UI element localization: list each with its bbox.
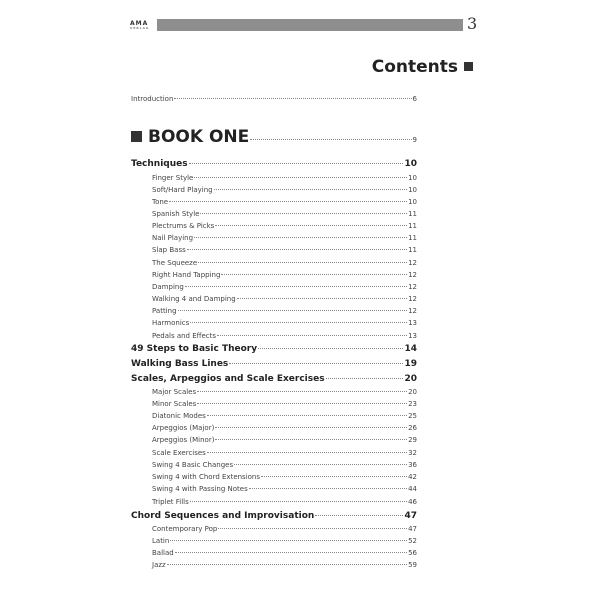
toc-entry[interactable] xyxy=(131,359,417,369)
dot-leader xyxy=(169,201,407,202)
dot-leader xyxy=(200,213,407,214)
dot-leader xyxy=(215,439,407,440)
toc-entry[interactable] xyxy=(152,332,417,340)
toc-entry[interactable] xyxy=(152,307,417,315)
dot-leader xyxy=(190,322,407,323)
entry-page: 12 xyxy=(408,259,417,267)
toc-entry[interactable] xyxy=(131,159,417,169)
entry-page: 11 xyxy=(408,222,417,230)
dot-leader xyxy=(194,237,407,238)
entry-page: 6 xyxy=(412,95,417,103)
toc-entry[interactable] xyxy=(152,283,417,291)
dot-leader xyxy=(214,189,408,190)
toc-entry[interactable] xyxy=(152,436,417,444)
entry-label: Arpeggios (Minor) xyxy=(152,436,215,444)
entry-label: Ballad xyxy=(152,549,174,557)
entry-label: Scales, Arpeggios and Scale Exercises xyxy=(131,374,325,384)
entry-label: Slap Bass xyxy=(152,246,186,254)
logo-subtext: VERLAG xyxy=(130,26,150,30)
entry-page: 11 xyxy=(408,210,417,218)
square-bullet-icon xyxy=(464,62,473,71)
entry-label: Walking Bass Lines xyxy=(131,359,229,369)
dot-leader xyxy=(189,163,404,164)
entry-label: Nail Playing xyxy=(152,234,194,242)
dot-leader xyxy=(215,225,407,226)
entry-page: 20 xyxy=(404,374,417,384)
entry-label: Jazz xyxy=(152,561,166,569)
toc-entry[interactable] xyxy=(152,388,417,396)
entry-label: Techniques xyxy=(131,159,188,169)
toc-entry[interactable] xyxy=(152,412,417,420)
entry-label: Swing 4 with Chord Extensions xyxy=(152,473,261,481)
toc-entry[interactable] xyxy=(152,174,417,182)
entry-page: 12 xyxy=(408,283,417,291)
entry-page: 10 xyxy=(408,198,417,206)
toc-entry[interactable] xyxy=(152,400,417,408)
entry-label: Finger Style xyxy=(152,174,194,182)
entry-page: 10 xyxy=(404,159,417,169)
dot-leader xyxy=(190,501,407,502)
dot-leader xyxy=(221,274,407,275)
toc-entry[interactable] xyxy=(152,319,417,327)
dot-leader xyxy=(218,528,407,529)
dot-leader xyxy=(249,488,407,489)
publisher-logo xyxy=(130,20,152,30)
entry-page: 10 xyxy=(408,186,417,194)
dot-leader xyxy=(261,476,407,477)
entry-label: Swing 4 with Passing Notes xyxy=(152,485,248,493)
toc-entry[interactable] xyxy=(131,374,417,384)
toc-entry[interactable] xyxy=(152,186,417,194)
entry-page: 19 xyxy=(404,359,417,369)
entry-label: Latin xyxy=(152,537,170,545)
entry-page: 13 xyxy=(408,319,417,327)
entry-label: 49 Steps to Basic Theory xyxy=(131,344,258,354)
dot-leader xyxy=(175,552,407,553)
dot-leader xyxy=(170,540,407,541)
toc-entry[interactable] xyxy=(152,424,417,432)
entry-label: Damping xyxy=(152,283,184,291)
toc-entry[interactable] xyxy=(152,561,417,569)
entry-page: 13 xyxy=(408,332,417,340)
dot-leader xyxy=(215,427,407,428)
dot-leader xyxy=(207,452,407,453)
entry-page: 26 xyxy=(408,424,417,432)
toc-entry[interactable] xyxy=(131,344,417,354)
entry-label: Arpeggios (Major) xyxy=(152,424,215,432)
dot-leader xyxy=(187,249,407,250)
entry-page: 44 xyxy=(408,485,417,493)
dot-leader xyxy=(197,391,407,392)
entry-page: 56 xyxy=(408,549,417,557)
toc-entry[interactable] xyxy=(152,525,417,533)
entry-page: 42 xyxy=(408,473,417,481)
entry-label: Spanish Style xyxy=(152,210,200,218)
header-bar xyxy=(157,19,463,31)
logo-text: AMA xyxy=(130,20,149,27)
toc-entry[interactable] xyxy=(152,498,417,506)
entry-label: Plectrums & Picks xyxy=(152,222,215,230)
dot-leader xyxy=(197,403,407,404)
dot-leader xyxy=(174,98,411,99)
dot-leader xyxy=(194,177,407,178)
entry-label: Triplet Fills xyxy=(152,498,189,506)
entry-label: Harmonics xyxy=(152,319,190,327)
entry-page: 47 xyxy=(408,525,417,533)
page-title xyxy=(372,57,473,77)
dot-leader xyxy=(258,348,403,349)
toc-entry-book-one[interactable] xyxy=(131,127,417,147)
entry-page: 52 xyxy=(408,537,417,545)
book-heading: BOOK ONE xyxy=(148,127,250,147)
entry-page: 47 xyxy=(404,511,417,521)
entry-label: Patting xyxy=(152,307,177,315)
entry-label: Swing 4 Basic Changes xyxy=(152,461,234,469)
entry-page: 46 xyxy=(408,498,417,506)
entry-label: Minor Scales xyxy=(152,400,197,408)
dot-leader xyxy=(326,378,404,379)
entry-label: Chord Sequences and Improvisation xyxy=(131,511,315,521)
toc-entry[interactable] xyxy=(152,461,417,469)
dot-leader xyxy=(237,298,407,299)
entry-label: Pedals and Effects xyxy=(152,332,217,340)
toc-entry[interactable] xyxy=(152,246,417,254)
entry-page: 32 xyxy=(408,449,417,457)
toc-entry[interactable] xyxy=(152,198,417,206)
entry-page: 12 xyxy=(408,295,417,303)
toc-entry-introduction[interactable] xyxy=(131,95,417,103)
entry-page: 20 xyxy=(408,388,417,396)
entry-label: Introduction xyxy=(131,95,174,103)
entry-page: 11 xyxy=(408,246,417,254)
entry-label: Scale Exercises xyxy=(152,449,206,457)
page-title-text: Contents xyxy=(371,57,458,77)
entry-page: 25 xyxy=(408,412,417,420)
page-number: 3 xyxy=(467,14,478,33)
dot-leader xyxy=(234,464,407,465)
dot-leader xyxy=(315,515,403,516)
toc-entry[interactable] xyxy=(152,259,417,267)
entry-label: Right Hand Tapping xyxy=(152,271,221,279)
toc-entry[interactable] xyxy=(152,271,417,279)
entry-label: Diatonic Modes xyxy=(152,412,206,420)
dot-leader xyxy=(229,363,403,364)
entry-label: Major Scales xyxy=(152,388,197,396)
toc-entry[interactable] xyxy=(152,222,417,230)
entry-page: 23 xyxy=(408,400,417,408)
square-bullet-icon xyxy=(131,131,142,142)
toc-entry[interactable] xyxy=(152,473,417,481)
dot-leader xyxy=(198,262,407,263)
toc-entry[interactable] xyxy=(152,295,417,303)
entry-page: 12 xyxy=(408,271,417,279)
toc-entry[interactable] xyxy=(131,511,417,521)
dot-leader xyxy=(217,335,407,336)
entry-page: 36 xyxy=(408,461,417,469)
dot-leader xyxy=(207,415,407,416)
toc-entry[interactable] xyxy=(152,234,417,242)
toc-entry[interactable] xyxy=(152,549,417,557)
toc-entry[interactable] xyxy=(152,449,417,457)
entry-page: 14 xyxy=(404,344,417,354)
entry-page: 9 xyxy=(412,136,417,144)
entry-page: 59 xyxy=(408,561,417,569)
toc-entry[interactable] xyxy=(152,537,417,545)
dot-leader xyxy=(178,310,408,311)
entry-label: Walking 4 and Damping xyxy=(152,295,236,303)
entry-label: Contemporary Pop xyxy=(152,525,218,533)
entry-page: 10 xyxy=(408,174,417,182)
entry-label: The Squeeze xyxy=(152,259,198,267)
entry-label: Tone xyxy=(152,198,169,206)
dot-leader xyxy=(250,139,411,140)
entry-label: Soft/Hard Playing xyxy=(152,186,213,194)
dot-leader xyxy=(185,286,407,287)
toc-entry[interactable] xyxy=(152,485,417,493)
dot-leader xyxy=(167,564,407,565)
entry-page: 29 xyxy=(408,436,417,444)
toc-entry[interactable] xyxy=(152,210,417,218)
entry-page: 12 xyxy=(408,307,417,315)
entry-page: 11 xyxy=(408,234,417,242)
